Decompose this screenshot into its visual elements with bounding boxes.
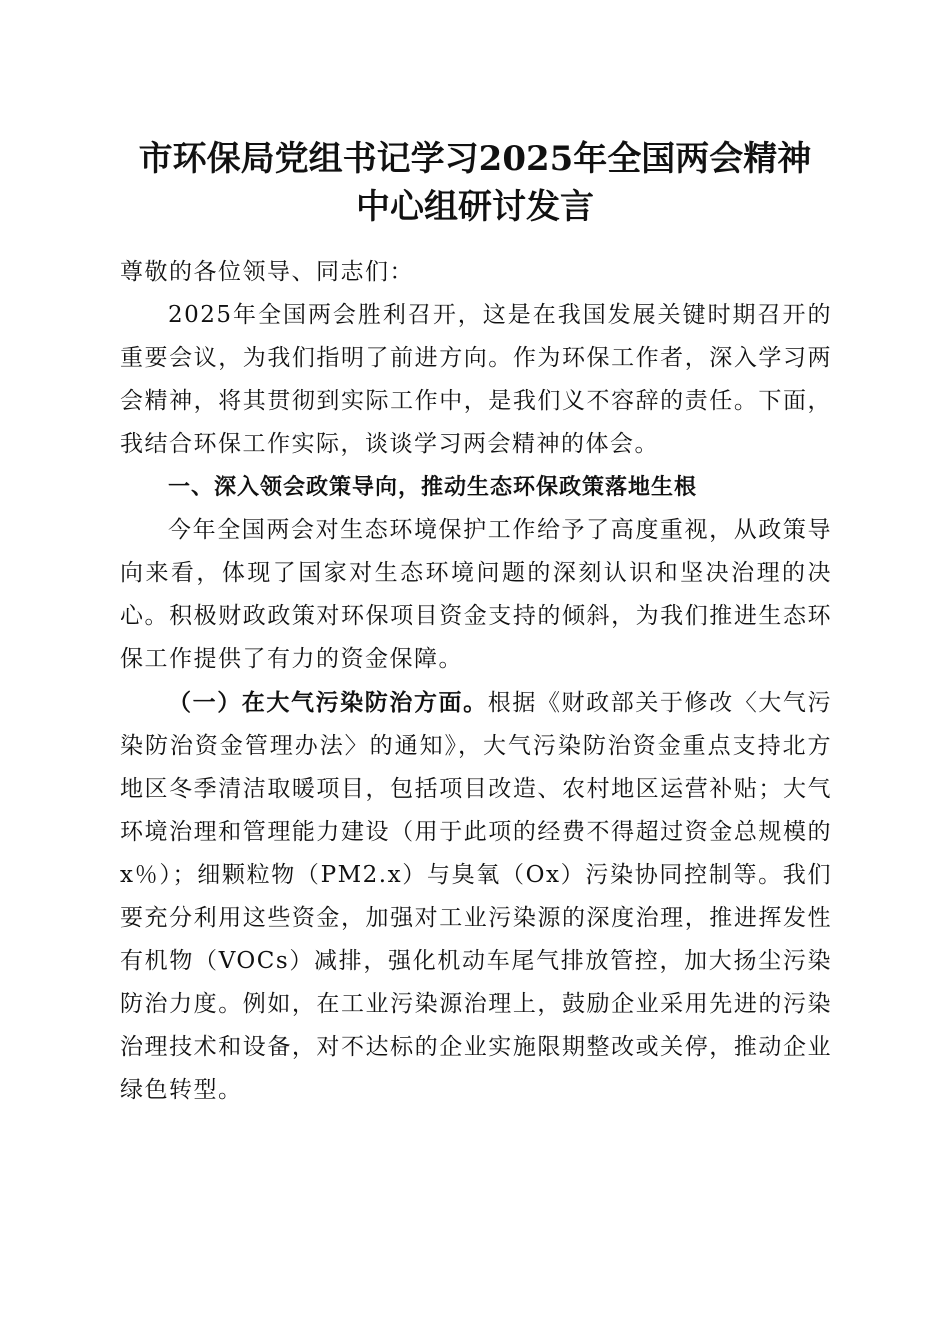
document-title-line-1: 市环保局党组书记学习2025年全国两会精神 [138,139,812,179]
section-1-paragraph: 今年全国两会对生态环境保护工作给予了高度重视，从政策导向来看，体现了国家对生态环境问题的深刻认识和坚决治理的决心。积极财政政策对环保项目资金支持的倾斜，为我们推进生态环保工作提供了有力的资金保障。 [120,517,832,672]
section-1-heading: 一、深入领会政策导向，推动生态环保政策落地生根 [168,475,698,500]
subsection-1-paragraph [120,681,832,1112]
document-title-line-2: 中心组研讨发言 [356,187,594,227]
subsection-1-heading: （一）在大气污染防治方面。 [168,689,488,716]
document-body [120,251,832,1112]
subsection-1-text: 根据《财政部关于修改〈大气污染防治资金管理办法〉的通知》，大气污染防治资金重点支持北方地区冬季清洁取暖项目，包括项目改造、农村地区运营补贴；大气环境治理和管理能力建设（用于此项的经费不得超过资金总规模的x％）；细颗粒物（PM2.x）与臭氧（Ox）污染协同控制等。我们要充分利用这些资金，加强对工业污染源的深度治理，推进挥发性有机物（VOCs）减排，强化机动车尾气排放管控，加大扬尘污染防治力度。例如，在工业污染源治理上，鼓励企业采用先进的污染治理技术和设备，对不达标的企业实施限期整改或关停，推动企业绿色转型。 [120,690,833,1103]
salutation: 尊敬的各位领导、同志们： [120,259,414,285]
intro-paragraph: 2025年全国两会胜利召开，这是在我国发展关键时期召开的重要会议，为我们指明了前进方向。作为环保工作者，深入学习两会精神，将其贯彻到实际工作中，是我们义不容辞的责任。下面，我结合环保工作实际，谈谈学习两会精神的体会。 [120,302,832,457]
